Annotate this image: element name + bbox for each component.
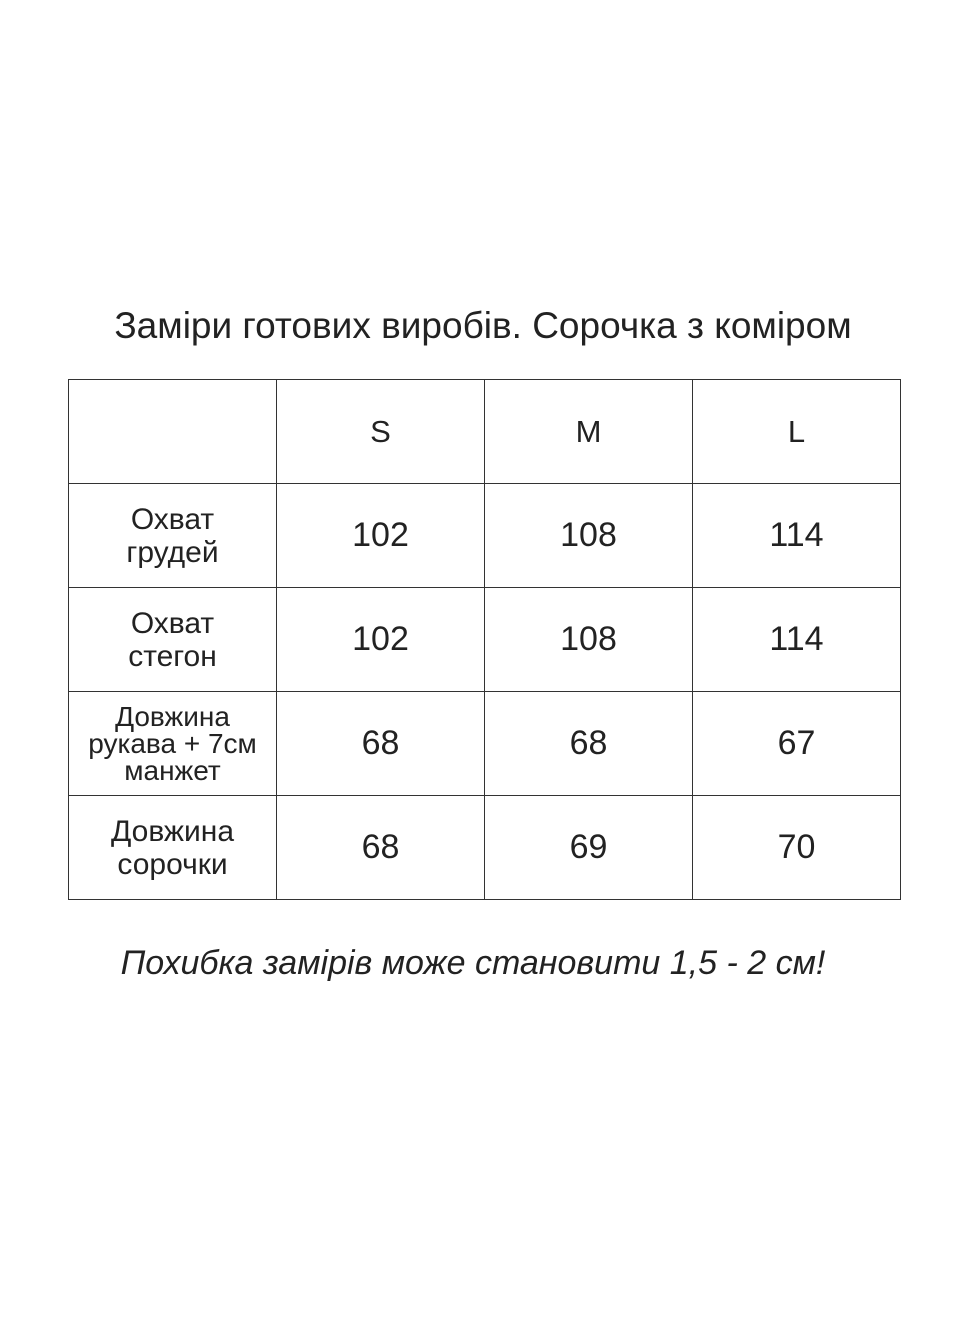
row-label-hips: Охват стегон [128, 606, 217, 673]
header-size-l: L [693, 380, 901, 484]
table-header-row [69, 380, 901, 484]
row-label-sleeve: Довжина рукава + 7см манжет [88, 701, 257, 786]
cell-hips-m: 108 [485, 588, 693, 692]
cell-sleeve-m: 68 [485, 692, 693, 796]
page-title: Заміри готових виробів. Сорочка з коміром [114, 305, 852, 346]
cell-chest-l: 114 [693, 484, 901, 588]
cell-sleeve-l: 67 [693, 692, 901, 796]
cell-chest-s: 102 [277, 484, 485, 588]
cell-hips-s: 102 [277, 588, 485, 692]
header-size-m: M [485, 380, 693, 484]
size-chart-table [68, 379, 901, 900]
table-row [69, 588, 901, 692]
table-row [69, 484, 901, 588]
cell-chest-m: 108 [485, 484, 693, 588]
measurement-tolerance-note: Похибка замірів може становити 1,5 - 2 см! [120, 944, 826, 982]
header-size-s: S [277, 380, 485, 484]
cell-length-m: 69 [485, 796, 693, 900]
table-row [69, 796, 901, 900]
cell-length-s: 68 [277, 796, 485, 900]
cell-hips-l: 114 [693, 588, 901, 692]
cell-length-l: 70 [693, 796, 901, 900]
header-empty-cell [69, 380, 277, 484]
row-label-shirt-length: Довжина сорочки [110, 814, 235, 881]
row-label-chest: Охват грудей [126, 502, 219, 569]
cell-sleeve-s: 68 [277, 692, 485, 796]
table-row [69, 692, 901, 796]
